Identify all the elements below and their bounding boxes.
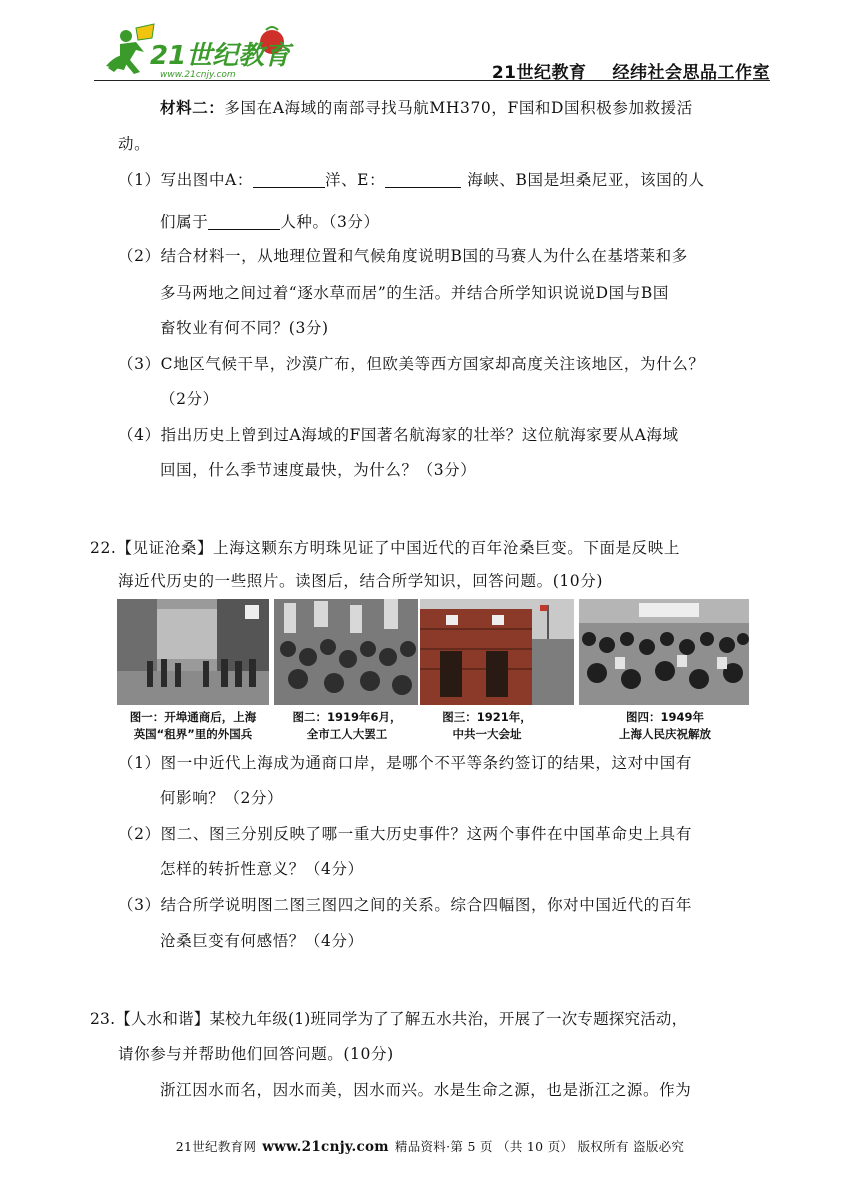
q22-photo-strip	[117, 599, 749, 745]
photo-3-caption-line2: 中共一大会址	[452, 727, 522, 741]
q21-part2-line1: （2）结合材料一，从地理位置和气候角度说明B国的马赛人为什么在基塔莱和多	[118, 247, 688, 265]
photo-4-caption-line1: 图四：1949年	[625, 710, 704, 724]
photo-2-workers-strike	[274, 599, 418, 705]
q21-part4-line2: 回国，什么季节速度最快，为什么？（3分）	[160, 461, 477, 479]
answer-blank-a[interactable]	[253, 171, 325, 188]
photo-4-liberation-celebration	[579, 599, 749, 705]
photo-1-caption-line2: 英国“租界”里的外国兵	[133, 727, 253, 741]
q22-part1-line1: （1）图一中近代上海成为通商口岸，是哪个不平等条约签订的结果，这对中国有	[118, 754, 692, 772]
q22-part1-line2: 何影响？（2分）	[160, 789, 284, 807]
q22-title-line1: 22.【见证沧桑】上海这颗东方明珠见证了中国近代的百年沧桑巨变。下面是反映上	[90, 539, 680, 557]
q21-part2-line2: 多马两地之间过着“逐水草而居”的生活。并结合所学知识说说D国与B国	[160, 284, 669, 302]
photo-3-caption	[417, 709, 557, 743]
q21-material2-line1	[160, 98, 693, 118]
q21-material2-line2: 动。	[118, 135, 151, 153]
header-org: 21世纪教育	[491, 63, 587, 83]
q22-part2-line2: 怎样的转折性意义？（4分）	[160, 860, 364, 878]
logo-21cnjy	[96, 22, 296, 82]
runner-logo-icon	[96, 22, 296, 82]
q21-part4-line1: （4）指出历史上曾到过A海域的F国著名航海家的壮举？这位航海家要从A海域	[118, 426, 679, 444]
q22-part3-line2: 沧桑巨变有何感悟？（4分）	[160, 932, 364, 950]
q22-part2-line1: （2）图二、图三分别反映了哪一重大历史事件？这两个事件在中国革命史上具有	[118, 825, 692, 843]
photo-1-caption	[111, 709, 275, 743]
q23-title-line1: 23.【人水和谐】某校九年级(1)班同学为了了解五水共治，开展了一次专题探究活动，	[90, 1010, 688, 1028]
answer-blank-race[interactable]	[208, 213, 280, 230]
photo-3-cpc-site	[420, 599, 574, 705]
building-photo-icon	[420, 599, 574, 705]
photo-2-caption	[277, 709, 417, 743]
q21-part2-line3: 畜牧业有何不同？(3分)	[160, 319, 329, 337]
material2-label: 材料二：	[160, 98, 225, 117]
logo-text: 21世纪教育	[150, 41, 291, 71]
q23-body-line1: 浙江因水而名，因水而美，因水而兴。水是生命之源，也是浙江之源。作为	[160, 1081, 692, 1099]
photo-2-caption-line2: 全市工人大罢工	[306, 727, 388, 741]
q21-p1-text-d: 们属于	[160, 213, 209, 231]
footer-right: 精品资料·第 5 页 （共 10 页） 版权所有 盗版必究	[394, 1139, 685, 1154]
material2-text: 多国在A海域的南部寻找马航MH370，F国和D国积极参加救援活	[224, 99, 693, 117]
q22-part3-line1: （3）结合所学说明图二图三图四之间的关系。综合四幅图，你对中国近代的百年	[118, 896, 692, 914]
q21-part3-line1: （3）C地区气候干旱，沙漠广布，但欧美等西方国家却高度关注该地区，为什么？	[118, 355, 705, 373]
photo-1-foreign-soldiers	[117, 599, 269, 705]
q21-p1-text-a: （1）写出图中A：	[118, 171, 253, 189]
q21-part1-line1	[118, 170, 705, 190]
footer-site-link[interactable]: www.21cnjy.com	[262, 1139, 389, 1155]
page-footer	[0, 1137, 860, 1155]
header-studio: 经纬社会思品工作室	[612, 63, 770, 83]
logo-url: www.21cnjy.com	[160, 70, 236, 80]
photo-1-caption-line1: 图一：开埠通商后，上海	[129, 710, 257, 724]
answer-blank-e[interactable]	[385, 171, 461, 188]
header-divider	[94, 80, 770, 81]
photo-4-caption-line2: 上海人民庆祝解放	[619, 727, 711, 741]
street-soldiers-photo-icon	[117, 599, 269, 705]
photo-4-caption	[595, 709, 735, 743]
q21-part3-line2: （2分）	[160, 390, 219, 408]
photo-3-caption-line1: 图三：1921年，	[442, 710, 532, 724]
q21-p1-text-e: 人种。（3分）	[280, 213, 380, 231]
q22-title-line2: 海近代历史的一些照片。读图后，结合所学知识，回答问题。(10分)	[118, 572, 604, 590]
page-header	[0, 0, 860, 90]
footer-left: 21世纪教育网	[175, 1139, 257, 1154]
q23-title-line2: 请你参与并帮助他们回答问题。(10分)	[118, 1045, 394, 1063]
crowd-photo-icon	[274, 599, 418, 705]
celebration-crowd-photo-icon	[579, 599, 749, 705]
photo-2-caption-line1: 图二：1919年6月，	[292, 710, 402, 724]
q21-part1-line2	[160, 212, 380, 232]
q21-p1-text-c: 海峡、B国是坦桑尼亚，该国的人	[467, 171, 705, 189]
q21-p1-text-b: 洋、E：	[324, 171, 386, 189]
